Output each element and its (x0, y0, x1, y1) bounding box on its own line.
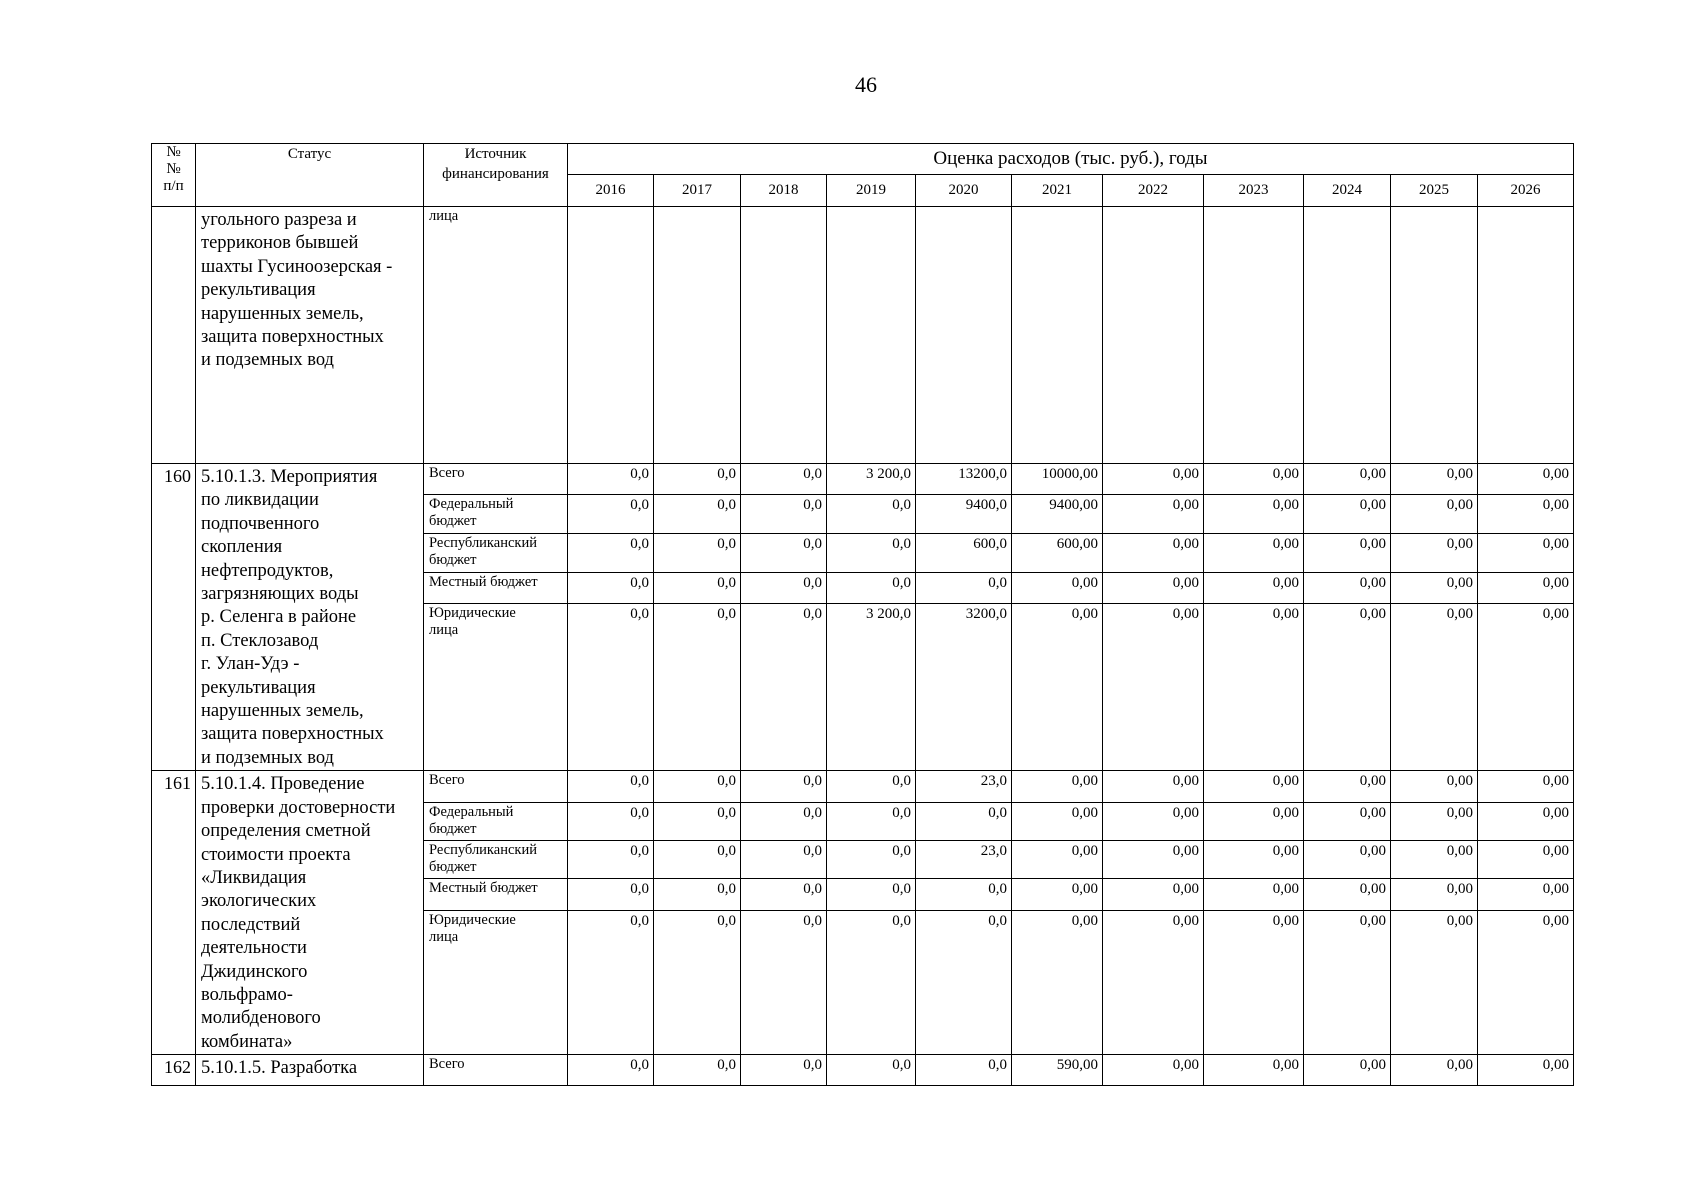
value-cell: 0,0 (654, 802, 741, 840)
value-cell: 0,0 (827, 495, 916, 534)
value-cell: 0,00 (1391, 533, 1478, 572)
value-cell: 3 200,0 (827, 603, 916, 770)
value-cell: 0,00 (1204, 840, 1304, 878)
value-cell: 0,0 (741, 840, 827, 878)
value-cell: 0,00 (1478, 533, 1574, 572)
value-cell: 0,0 (827, 1055, 916, 1086)
value-cell: 0,00 (1391, 802, 1478, 840)
header-year: 2020 (916, 175, 1012, 207)
header-year: 2021 (1012, 175, 1103, 207)
value-cell: 0,0 (916, 1055, 1012, 1086)
value-cell (827, 207, 916, 464)
value-cell: 0,00 (1478, 495, 1574, 534)
value-cell: 0,0 (827, 840, 916, 878)
value-cell: 590,00 (1012, 1055, 1103, 1086)
value-cell: 0,0 (827, 572, 916, 603)
value-cell (568, 207, 654, 464)
value-cell: 0,0 (741, 910, 827, 1055)
value-cell: 0,00 (1103, 879, 1204, 910)
value-cell: 0,0 (654, 464, 741, 495)
header-year: 2017 (654, 175, 741, 207)
value-cell: 9400,0 (916, 495, 1012, 534)
header-status: Статус (196, 144, 424, 207)
header-year: 2022 (1103, 175, 1204, 207)
header-estimate: Оценка расходов (тыс. руб.), годы (568, 144, 1574, 175)
value-cell: 0,0 (916, 910, 1012, 1055)
value-cell: 0,0 (741, 572, 827, 603)
value-cell: 23,0 (916, 771, 1012, 802)
value-cell: 0,00 (1391, 464, 1478, 495)
value-cell: 0,0 (741, 464, 827, 495)
value-cell: 0,00 (1304, 771, 1391, 802)
continuation-row (152, 207, 1574, 464)
value-cell (741, 207, 827, 464)
value-cell: 0,0 (827, 910, 916, 1055)
value-cell: 0,0 (654, 840, 741, 878)
value-cell: 0,0 (568, 910, 654, 1055)
value-cell: 600,00 (1012, 533, 1103, 572)
value-cell: 0,0 (741, 771, 827, 802)
source-label: Республиканский бюджет (424, 533, 568, 572)
value-cell: 9400,00 (1012, 495, 1103, 534)
value-cell (654, 207, 741, 464)
value-cell: 0,0 (827, 802, 916, 840)
value-cell: 0,00 (1012, 910, 1103, 1055)
value-cell: 0,0 (916, 802, 1012, 840)
header-row (152, 144, 1574, 175)
value-cell: 0,0 (741, 603, 827, 770)
value-cell: 0,00 (1103, 603, 1204, 770)
value-cell: 0,00 (1103, 464, 1204, 495)
value-cell: 0,00 (1012, 840, 1103, 878)
source-label: Всего (424, 464, 568, 495)
row-source: лица (424, 207, 568, 464)
value-cell: 0,0 (568, 802, 654, 840)
value-cell: 0,00 (1103, 1055, 1204, 1086)
value-cell: 0,00 (1204, 572, 1304, 603)
value-cell (1478, 207, 1574, 464)
value-cell: 0,0 (916, 572, 1012, 603)
value-cell: 0,0 (568, 533, 654, 572)
row-status: 5.10.1.3. Мероприятия по ликвидации подпочвенного скопления нефтепродуктов, загрязняющих воды р. Селенга в районе п. Стеклозавод г. Улан-Удэ - рекультивация нарушенных земель, защита поверхностных и подземных вод (196, 464, 424, 771)
value-cell: 0,00 (1478, 879, 1574, 910)
value-cell (1391, 207, 1478, 464)
value-cell: 0,0 (654, 495, 741, 534)
header-year: 2026 (1478, 175, 1574, 207)
value-cell: 0,0 (568, 879, 654, 910)
value-cell: 0,00 (1012, 603, 1103, 770)
value-cell: 0,00 (1391, 840, 1478, 878)
value-cell: 0,0 (654, 572, 741, 603)
value-cell: 0,0 (827, 879, 916, 910)
budget-table (151, 143, 1574, 1086)
header-year: 2025 (1391, 175, 1478, 207)
value-cell: 0,0 (654, 910, 741, 1055)
value-cell: 0,00 (1103, 533, 1204, 572)
source-label: Республиканский бюджет (424, 840, 568, 878)
value-cell: 0,0 (827, 771, 916, 802)
value-cell: 0,0 (654, 771, 741, 802)
header-year: 2023 (1204, 175, 1304, 207)
value-cell: 0,0 (568, 603, 654, 770)
value-cell: 0,0 (827, 533, 916, 572)
table-row (152, 1055, 1574, 1086)
value-cell: 23,0 (916, 840, 1012, 878)
row-number: 160 (152, 464, 196, 771)
row-status: угольного разреза и терриконов бывшей шахты Гусиноозерская - рекультивация нарушенных земель, защита поверхностных и подземных вод (196, 207, 424, 464)
value-cell (1304, 207, 1391, 464)
value-cell: 0,00 (1012, 802, 1103, 840)
row-status: 5.10.1.5. Разработка (196, 1055, 424, 1086)
value-cell: 0,0 (741, 1055, 827, 1086)
table-row (152, 771, 1574, 802)
table-row (152, 464, 1574, 495)
value-cell: 0,00 (1204, 464, 1304, 495)
value-cell: 0,00 (1391, 879, 1478, 910)
source-label: Юридические лица (424, 910, 568, 1055)
source-label: Всего (424, 771, 568, 802)
value-cell: 0,00 (1304, 495, 1391, 534)
row-number (152, 207, 196, 464)
value-cell: 0,0 (654, 533, 741, 572)
value-cell: 0,00 (1204, 879, 1304, 910)
value-cell: 0,00 (1204, 910, 1304, 1055)
value-cell: 0,00 (1478, 771, 1574, 802)
table-body (152, 144, 1574, 1086)
value-cell: 0,00 (1103, 572, 1204, 603)
value-cell: 600,0 (916, 533, 1012, 572)
source-label: Юридические лица (424, 603, 568, 770)
value-cell: 0,00 (1304, 840, 1391, 878)
value-cell: 0,00 (1478, 572, 1574, 603)
value-cell (1204, 207, 1304, 464)
page-number: 46 (855, 72, 877, 97)
value-cell: 13200,0 (916, 464, 1012, 495)
value-cell: 0,00 (1103, 840, 1204, 878)
value-cell: 0,00 (1391, 603, 1478, 770)
value-cell: 0,00 (1103, 910, 1204, 1055)
value-cell: 0,0 (654, 879, 741, 910)
value-cell: 0,00 (1304, 533, 1391, 572)
value-cell: 0,00 (1304, 464, 1391, 495)
source-label: Федеральный бюджет (424, 802, 568, 840)
header-year: 2018 (741, 175, 827, 207)
source-label: Федеральный бюджет (424, 495, 568, 534)
value-cell: 0,00 (1304, 1055, 1391, 1086)
value-cell: 0,00 (1304, 572, 1391, 603)
value-cell: 0,0 (568, 464, 654, 495)
value-cell: 0,00 (1478, 1055, 1574, 1086)
header-year: 2016 (568, 175, 654, 207)
header-number: № № п/п (152, 144, 196, 207)
value-cell: 0,00 (1478, 464, 1574, 495)
value-cell: 0,00 (1103, 771, 1204, 802)
value-cell (1012, 207, 1103, 464)
row-number: 162 (152, 1055, 196, 1086)
header-year: 2019 (827, 175, 916, 207)
value-cell: 0,0 (916, 879, 1012, 910)
value-cell: 0,00 (1103, 495, 1204, 534)
source-label: Местный бюджет (424, 879, 568, 910)
value-cell: 0,00 (1478, 802, 1574, 840)
value-cell: 10000,00 (1012, 464, 1103, 495)
value-cell: 0,00 (1478, 603, 1574, 770)
value-cell: 0,0 (654, 603, 741, 770)
value-cell: 0,00 (1204, 495, 1304, 534)
value-cell: 3200,0 (916, 603, 1012, 770)
value-cell: 0,00 (1304, 802, 1391, 840)
value-cell: 0,0 (568, 1055, 654, 1086)
value-cell: 0,00 (1204, 802, 1304, 840)
source-label: Всего (424, 1055, 568, 1086)
value-cell: 0,0 (654, 1055, 741, 1086)
value-cell: 0,00 (1204, 1055, 1304, 1086)
value-cell: 0,00 (1204, 771, 1304, 802)
value-cell (916, 207, 1012, 464)
value-cell: 0,00 (1391, 771, 1478, 802)
value-cell: 0,00 (1391, 1055, 1478, 1086)
header-year: 2024 (1304, 175, 1391, 207)
value-cell: 0,00 (1012, 572, 1103, 603)
value-cell: 0,0 (741, 495, 827, 534)
source-label: Местный бюджет (424, 572, 568, 603)
value-cell: 0,0 (568, 572, 654, 603)
value-cell (1103, 207, 1204, 464)
value-cell: 0,0 (741, 533, 827, 572)
value-cell: 0,00 (1391, 572, 1478, 603)
value-cell: 0,00 (1304, 879, 1391, 910)
value-cell: 0,0 (568, 495, 654, 534)
value-cell: 0,0 (568, 840, 654, 878)
value-cell: 0,00 (1304, 603, 1391, 770)
value-cell: 3 200,0 (827, 464, 916, 495)
row-status: 5.10.1.4. Проведение проверки достоверности определения сметной стоимости проекта «Ликвидация экологических последствий деятельности Джидинского вольфрамо- молибденового комбината» (196, 771, 424, 1055)
value-cell: 0,0 (741, 879, 827, 910)
value-cell: 0,00 (1304, 910, 1391, 1055)
value-cell: 0,00 (1204, 533, 1304, 572)
value-cell: 0,0 (568, 771, 654, 802)
value-cell: 0,00 (1204, 603, 1304, 770)
value-cell: 0,00 (1012, 879, 1103, 910)
value-cell: 0,00 (1478, 840, 1574, 878)
value-cell: 0,00 (1478, 910, 1574, 1055)
value-cell: 0,00 (1391, 495, 1478, 534)
row-number: 161 (152, 771, 196, 1055)
value-cell: 0,0 (741, 802, 827, 840)
value-cell: 0,00 (1012, 771, 1103, 802)
value-cell: 0,00 (1391, 910, 1478, 1055)
value-cell: 0,00 (1103, 802, 1204, 840)
header-source: Источник финансирования (424, 144, 568, 207)
